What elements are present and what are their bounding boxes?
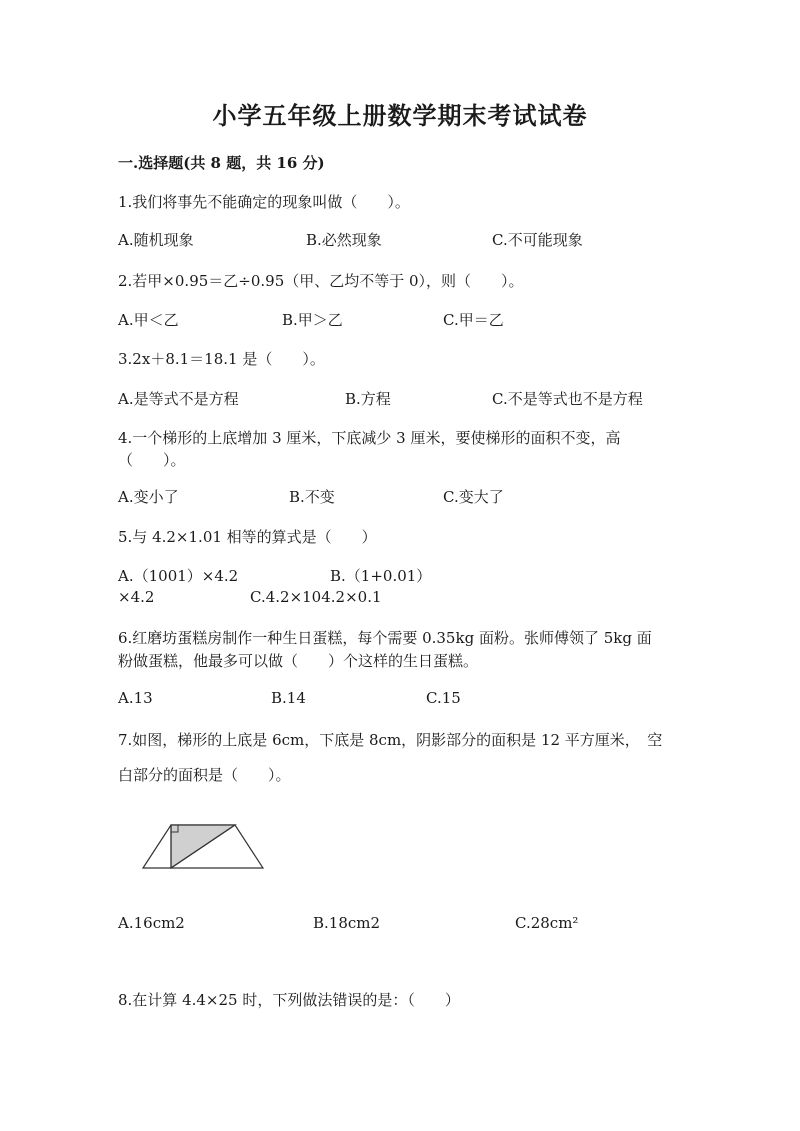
question-5-option-b: B.（1+0.01） bbox=[330, 567, 432, 585]
trapezoid-figure bbox=[140, 822, 270, 872]
question-3-option-a: A.是等式不是方程 bbox=[118, 390, 239, 408]
page-title: 小学五年级上册数学期末考试试卷 bbox=[212, 101, 588, 130]
question-1-option-a: A.随机现象 bbox=[118, 231, 194, 249]
question-1-option-b: B.必然现象 bbox=[306, 231, 382, 249]
question-4-option-b: B.不变 bbox=[289, 488, 335, 506]
question-7-stem-line2: 白部分的面积是（ ）。 bbox=[118, 766, 291, 784]
question-7-stem-line1: 7.如图，梯形的上底是 6cm，下底是 8cm，阴影部分的面积是 12 平方厘米， 空 bbox=[118, 731, 663, 749]
question-3-option-c: C.不是等式也不是方程 bbox=[492, 390, 643, 408]
question-7-option-a: A.16cm2 bbox=[118, 914, 185, 932]
question-5-stem: 5.与 4.2×1.01 相等的算式是（ ） bbox=[118, 528, 377, 546]
question-2-option-c: C.甲＝乙 bbox=[443, 311, 504, 329]
question-4-stem-line1: 4.一个梯形的上底增加 3 厘米，下底减少 3 厘米，要使梯形的面积不变，高 bbox=[118, 429, 621, 447]
question-4-option-c: C.变大了 bbox=[443, 488, 504, 506]
question-1-option-c: C.不可能现象 bbox=[492, 231, 583, 249]
question-6-option-b: B.14 bbox=[271, 689, 306, 707]
question-2-stem: 2.若甲×0.95＝乙÷0.95（甲、乙均不等于 0），则（ ）。 bbox=[118, 272, 524, 290]
question-6-stem-line2: 粉做蛋糕，他最多可以做（ ）个这样的生日蛋糕。 bbox=[118, 652, 479, 670]
question-6-option-c: C.15 bbox=[426, 689, 461, 707]
question-8-stem: 8.在计算 4.4×25 时，下列做法错误的是：（ ） bbox=[118, 991, 460, 1009]
question-2-option-a: A.甲＜乙 bbox=[118, 311, 179, 329]
question-5-option-a: A.（1001）×4.2 bbox=[118, 567, 239, 585]
question-3-stem: 3.2x＋8.1＝18.1 是（ ）。 bbox=[118, 350, 325, 368]
question-5-option-c: C.4.2×104.2×0.1 bbox=[250, 588, 382, 606]
question-5-option-b-cont: ×4.2 bbox=[118, 588, 155, 606]
question-3-option-b: B.方程 bbox=[345, 390, 391, 408]
section-heading: 一.选择题(共 8 题，共 16 分) bbox=[118, 154, 325, 172]
question-7-option-c: C.28cm² bbox=[515, 914, 579, 932]
question-1-stem: 1.我们将事先不能确定的现象叫做（ ）。 bbox=[118, 193, 410, 211]
question-2-option-b: B.甲＞乙 bbox=[282, 311, 343, 329]
question-6-stem-line1: 6.红磨坊蛋糕房制作一种生日蛋糕，每个需要 0.35kg 面粉。张师傅领了 5kg 面 bbox=[118, 629, 652, 647]
question-4-option-a: A.变小了 bbox=[118, 488, 179, 506]
question-6-option-a: A.13 bbox=[118, 689, 153, 707]
question-4-stem-line2: （ ）。 bbox=[118, 451, 186, 469]
question-7-option-b: B.18cm2 bbox=[313, 914, 381, 932]
